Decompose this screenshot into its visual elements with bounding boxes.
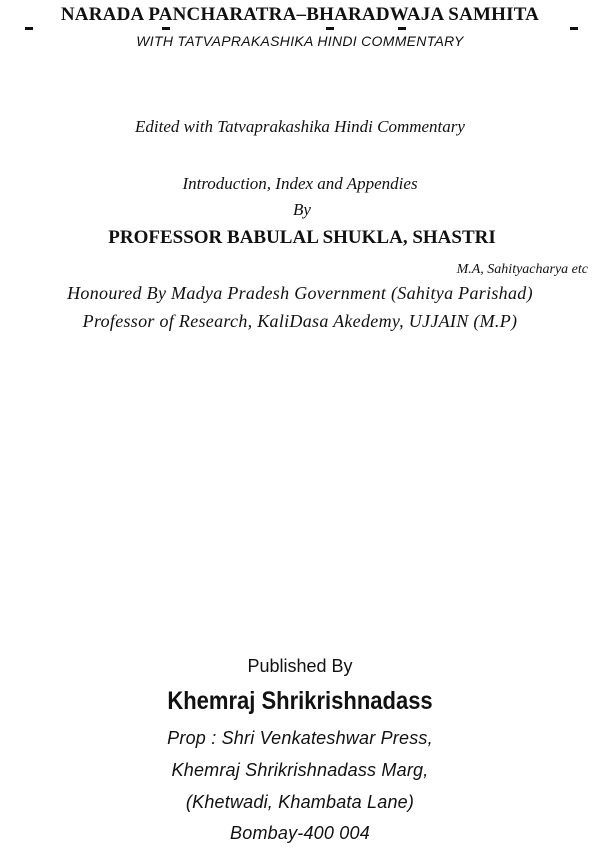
publisher-address-line: Prop : Shri Venkateshwar Press, xyxy=(167,728,433,748)
author-degree: M.A, Sahityacharya etc xyxy=(456,262,588,277)
publisher-address-line: (Khetwadi, Khambata Lane) xyxy=(185,792,415,812)
book-subtitle: WITH TATVAPRAKASHIKA HINDI COMMENTARY xyxy=(136,33,464,49)
edited-line: Edited with Tatvaprakashika Hindi Commentary xyxy=(135,117,465,136)
book-title: NARADA PANCHARATRA–BHARADWAJA SAMHITA xyxy=(60,4,540,25)
publisher-address-line: Khemraj Shrikrishnadass Marg, xyxy=(171,760,429,780)
title-diacritic-mark xyxy=(398,27,406,30)
author-name: PROFESSOR BABULAL SHUKLA, SHASTRI xyxy=(108,227,496,248)
introduction-line: Introduction, Index and Appendies xyxy=(182,174,418,193)
author-honour: Honoured By Madya Pradesh Government (Sahitya Parishad) xyxy=(67,283,533,303)
title-diacritic-mark xyxy=(570,27,578,30)
published-by-label: Published By xyxy=(247,656,353,676)
author-position: Professor of Research, KaliDasa Akedemy, UJJAIN (M.P) xyxy=(82,311,518,331)
publisher-address-line: Bombay-400 004 xyxy=(230,823,370,843)
title-diacritic-mark xyxy=(162,27,170,30)
publisher-name: Khemraj Shrikrishnadass xyxy=(167,687,433,715)
by-line: By xyxy=(293,200,311,219)
title-diacritic-mark xyxy=(326,27,334,30)
title-diacritic-mark xyxy=(25,27,33,30)
